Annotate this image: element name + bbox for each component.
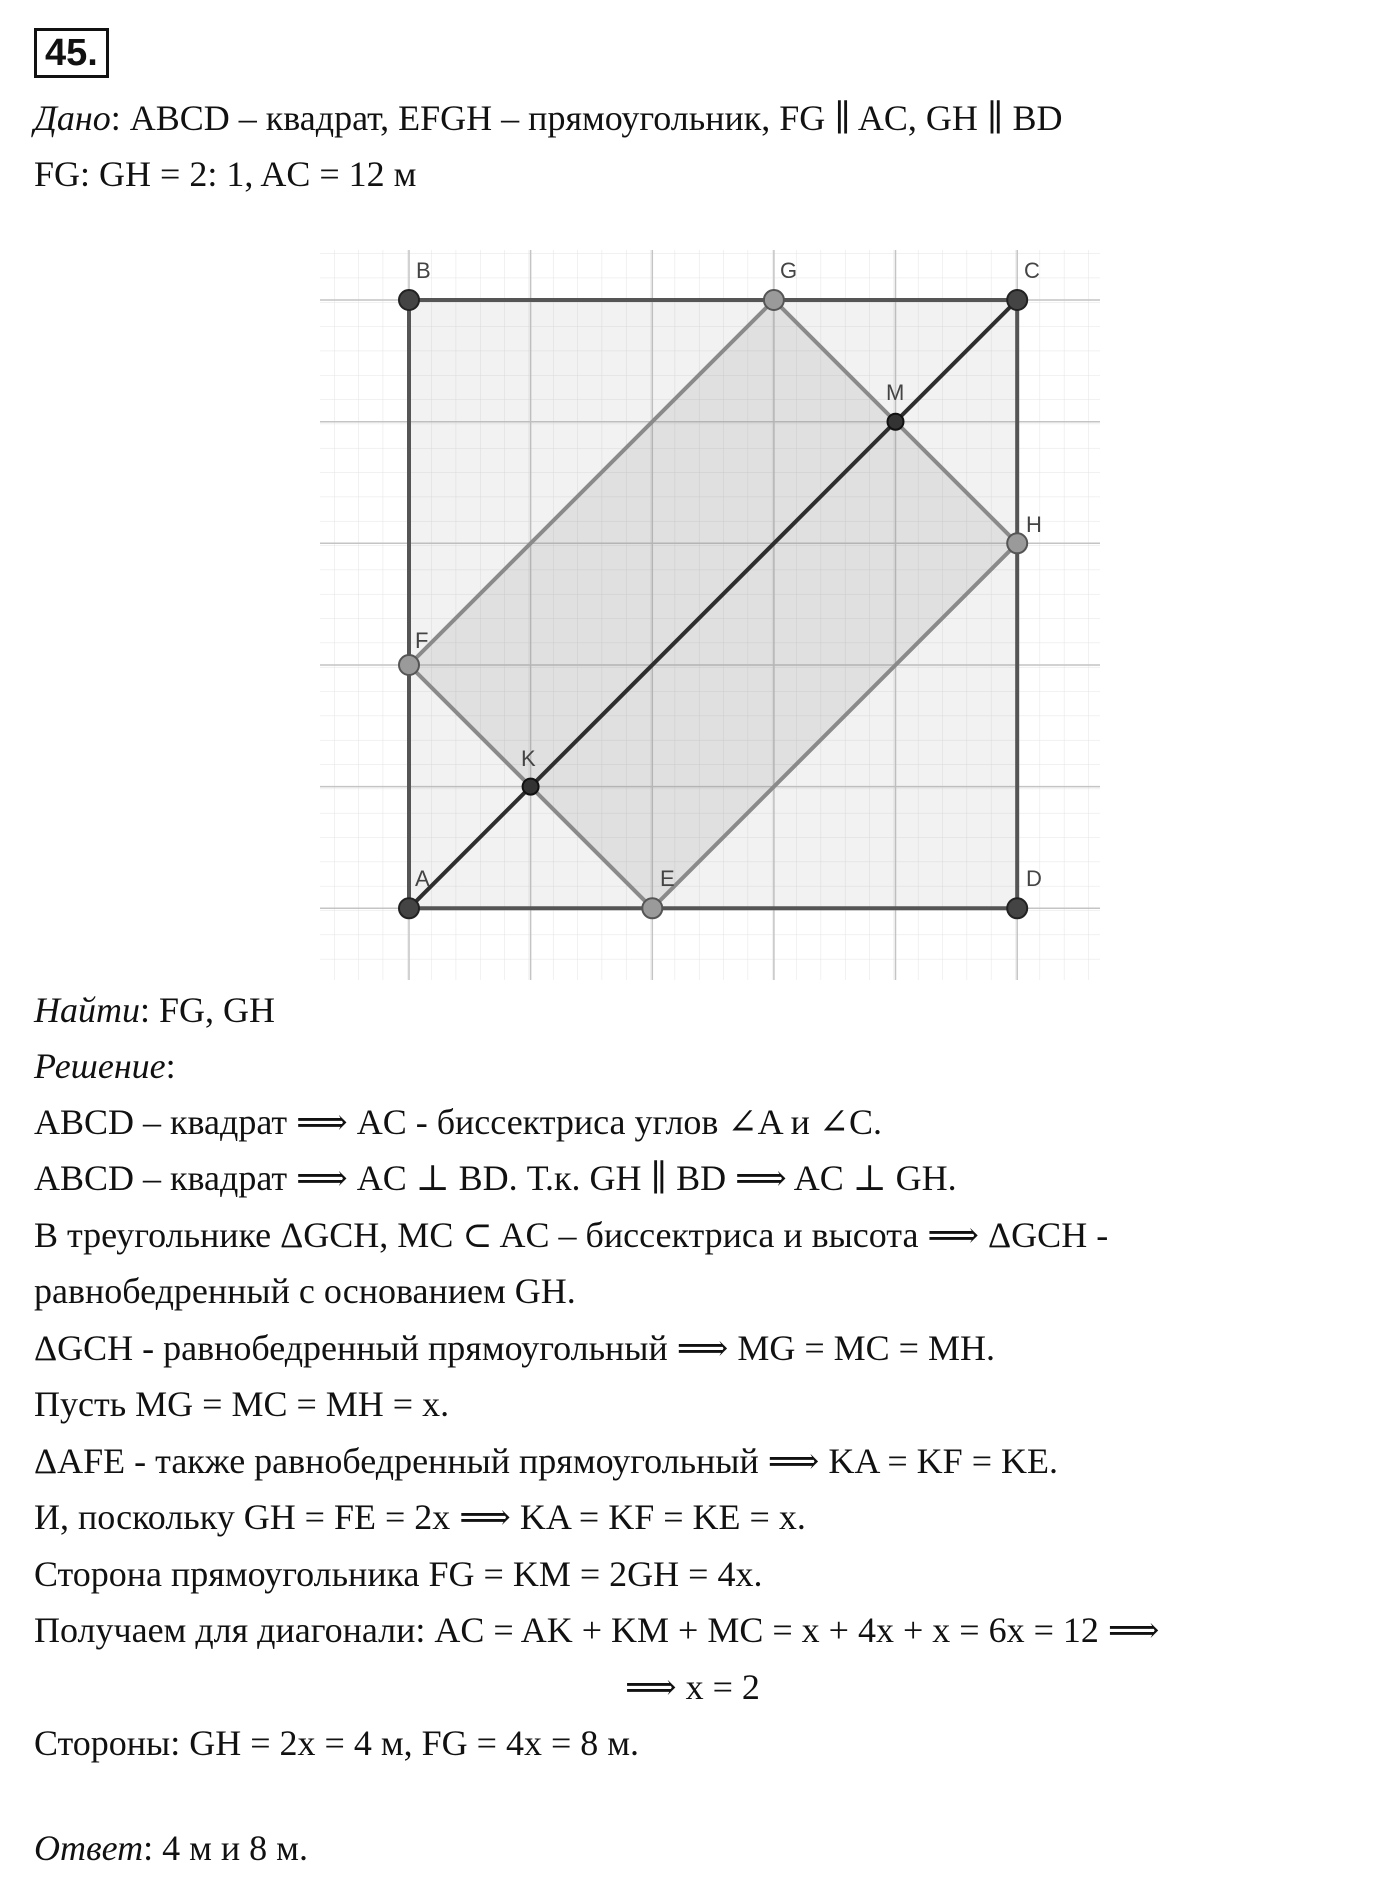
geometry-figure [320,250,1100,980]
solution-line: ⟹ x = 2 [625,1667,760,1707]
label-b: B [416,258,431,283]
solution-line: Пусть MG = MC = MH = x. [34,1384,450,1424]
label-c: C [1024,258,1040,283]
solution-line: ΔGCH - равнобедренный прямоугольный ⟹ MG = MC = MH. [34,1328,995,1368]
problem-number: 45. [34,28,109,78]
point-h [1007,533,1027,553]
find-label: Найти [34,990,140,1030]
solution-line: Получаем для диагонали: AC = AK + KM + MC = x + 4x + x = 6x = 12 ⟹ [34,1610,1160,1650]
solution-colon: : [165,1046,176,1086]
solution-label: Решение [34,1046,166,1086]
given-text-1: : ABCD – квадрат, EFGH – прямоугольник, FG ∥ AC, GH ∥ BD [110,98,1063,138]
solution-line: И, поскольку GH = FE = 2x ⟹ KA = KF = KE = x. [34,1497,806,1537]
solution-line: Сторона прямоугольника FG = KM = 2GH = 4x. [34,1554,763,1594]
solution-line: равнобедренный с основанием GH. [34,1271,576,1311]
given-line-2: FG: GH = 2: 1, AC = 12 м [34,154,417,194]
label-g: G [780,258,798,283]
given-line-1 [34,96,1063,140]
given-label: Дано [34,98,111,138]
label-a: A [415,866,430,891]
point-c [1007,290,1027,310]
find-line [34,988,275,1032]
point-f [399,655,419,675]
label-k: K [521,746,536,771]
label-e: E [660,866,675,891]
label-h: H [1026,512,1042,537]
answer-label: Ответ [34,1828,144,1868]
label-f: F [415,628,429,653]
solution-line: ABCD – квадрат ⟹ AC ⊥ BD. Т.к. GH ∥ BD ⟹ AC ⊥ GH. [34,1158,957,1198]
solution-line: ΔAFE - также равнобедренный прямоугольный ⟹ KA = KF = KE. [34,1441,1058,1481]
solution-line: ABCD – квадрат ⟹ AC - биссектриса углов ∠A и ∠C. [34,1102,883,1142]
point-k [523,779,539,795]
solution-heading [34,1044,176,1088]
label-m: M [886,380,905,405]
solution-line: Стороны: GH = 2x = 4 м, FG = 4x = 8 м. [34,1723,640,1763]
figure-svg [320,250,1100,980]
solution-line: В треугольнике ΔGCH, MC ⊂ AC – биссектриса и высота ⟹ ΔGCH - [34,1215,1109,1255]
point-e [642,898,662,918]
point-m [888,414,904,430]
answer-line [34,1826,308,1870]
point-d [1007,898,1027,918]
point-a [399,898,419,918]
answer-text: : 4 м и 8 м. [143,1828,308,1868]
point-g [764,290,784,310]
point-b [399,290,419,310]
label-d: D [1026,866,1042,891]
find-text: : FG, GH [140,990,276,1030]
